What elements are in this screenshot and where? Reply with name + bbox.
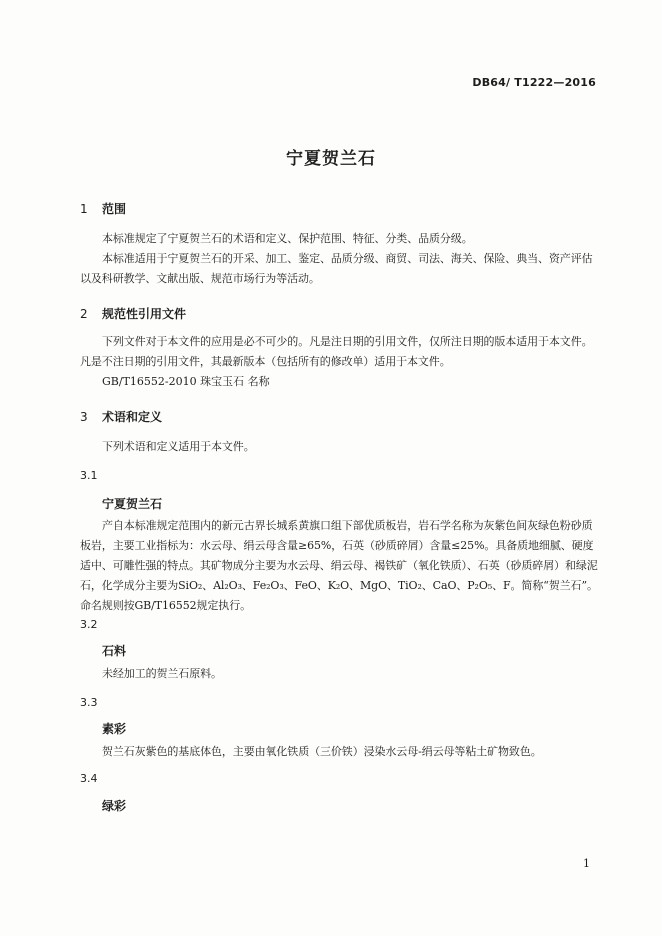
- term-title: 绿彩: [102, 799, 127, 813]
- term-number: 3.4: [80, 772, 98, 785]
- section-heading-terms-definitions: [80, 408, 162, 425]
- term-definition: 产自本标准规定范围内的新元古界长城系黄旗口组下部优质板岩，岩石学名称为灰紫色间灰绿色粉砂质板岩，主要工业指标为：水云母、绢云母含量≥65%，石英（砂质碎屑）含量≤25%。具备质地细腻、硬度适中、可雕性强的特点。其矿物成分主要为水云母、绢云母、褐铁矿（氧化铁质）、石英（砂质碎屑）和绿泥石，化学成分主要为SiO₂、Al₂O₃、Fe₂O₃、FeO、K₂O、MgO、TiO₂、CaO、P₂O₅、F。简称“贺兰石”。命名规则按GB/T16552规定执行。: [80, 519, 598, 612]
- section-title: 术语和定义: [102, 410, 163, 424]
- term-definition: 贺兰石灰紫色的基底体色，主要由氧化铁质（三价铁）浸染水云母-绢云母等粘土矿物致色。: [102, 745, 542, 758]
- term-number: 3.3: [80, 696, 98, 709]
- section-heading-scope: [80, 200, 126, 217]
- term-title: 宁夏贺兰石: [102, 497, 163, 511]
- paragraph: 本标准适用于宁夏贺兰石的开采、加工、鉴定、品质分级、商贸、司法、海关、保险、典当、资产评估以及科研教学、文献出版、规范市场行为等活动。: [80, 252, 593, 285]
- term-title: 石料: [102, 644, 127, 658]
- reference-entry: GB/T16552-2010 珠宝玉石 名称: [102, 375, 270, 388]
- page-number: 1: [583, 857, 590, 870]
- term-title: 素彩: [102, 722, 127, 736]
- section-number: 1: [80, 202, 88, 216]
- section-title: 范围: [102, 202, 127, 216]
- term-definition: 未经加工的贺兰石原料。: [102, 667, 222, 680]
- paragraph: 下列术语和定义适用于本文件。: [102, 440, 255, 453]
- paragraph: 本标准规定了宁夏贺兰石的术语和定义、保护范围、特征、分类、品质分级。: [102, 232, 473, 245]
- section-number: 3: [80, 410, 88, 424]
- section-number: 2: [80, 307, 88, 321]
- standard-code: DB64/ T1222—2016: [472, 76, 596, 89]
- term-number: 3.2: [80, 618, 98, 631]
- document-title: 宁夏贺兰石: [286, 149, 376, 169]
- paragraph: 下列文件对于本文件的应用是必不可少的。凡是注日期的引用文件，仅所注日期的版本适用于本文件。凡是不注日期的引用文件，其最新版本（包括所有的修改单）适用于本文件。: [80, 335, 593, 368]
- section-heading-normative-references: [80, 305, 186, 322]
- term-number: 3.1: [80, 469, 98, 482]
- section-title: 规范性引用文件: [102, 307, 187, 321]
